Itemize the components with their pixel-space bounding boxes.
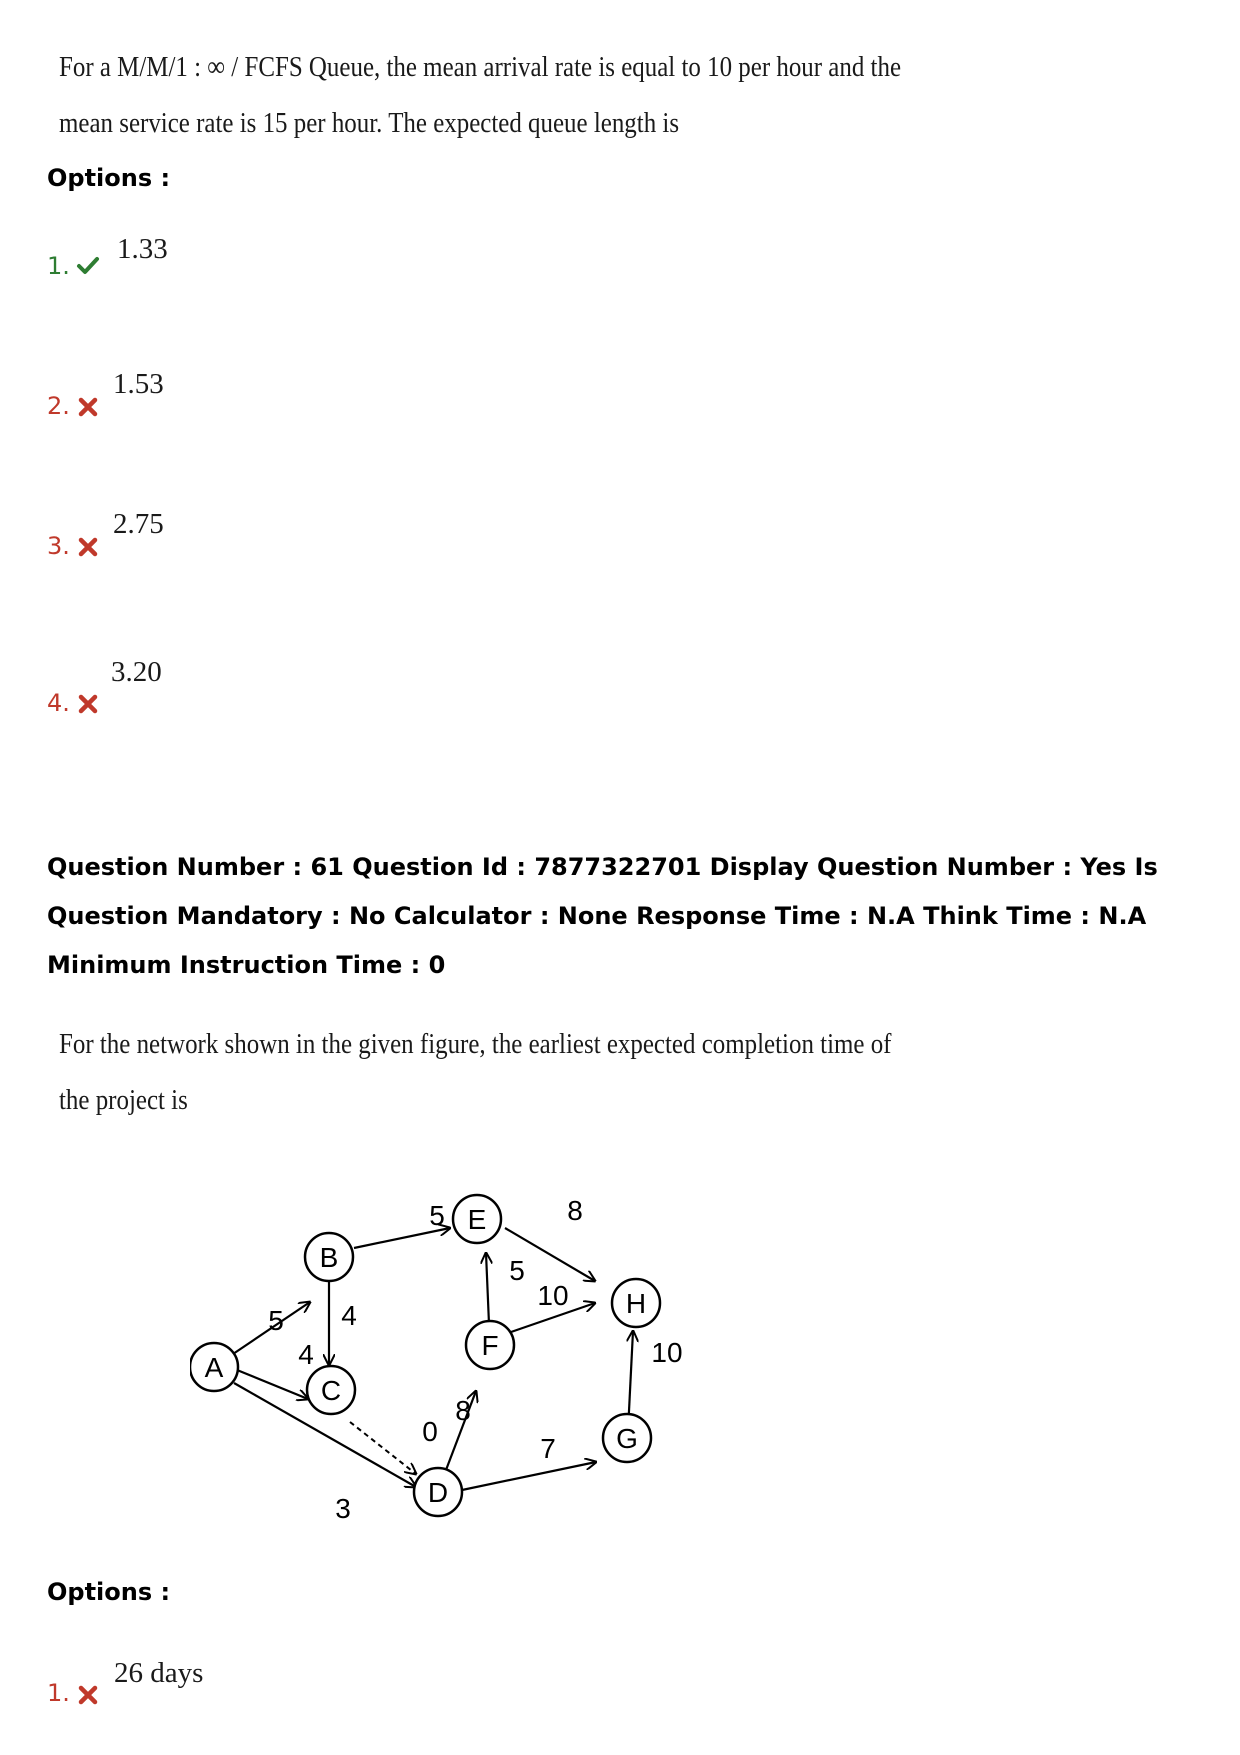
question-meta: Question Number : 61 Question Id : 7877322701 Display Question Number : Yes Is Question Mandatory : No Calculator : None Response Time : N.A Think Time : N.A Minimum Instruction Time : 0 <box>47 853 1158 979</box>
edge-weight-e-h: 8 <box>567 1195 583 1226</box>
edge-weight-b-c: 4 <box>341 1300 357 1331</box>
cross-icon <box>76 692 100 716</box>
option-value: 3.20 <box>111 656 162 688</box>
node-label: B <box>319 1242 339 1273</box>
cross-icon <box>76 535 100 559</box>
node-h <box>612 1279 660 1327</box>
node-b <box>305 1233 353 1281</box>
edge-weight-a-d: 3 <box>335 1493 351 1524</box>
node-label: D <box>427 1477 449 1508</box>
cross-icon <box>76 395 100 419</box>
node-d <box>414 1468 462 1516</box>
node-label: E <box>467 1204 487 1235</box>
edge-weight-d-g: 7 <box>540 1433 556 1464</box>
edge-weight-d-f: 8 <box>455 1395 471 1426</box>
question-text-line: For the network shown in the given figure, the earliest expected completion time of <box>59 1028 892 1060</box>
edge-b-e <box>354 1228 450 1248</box>
question-text-line: mean service rate is 15 per hour. The expected queue length is <box>59 107 680 139</box>
node-label: G <box>616 1423 638 1454</box>
edge-weight-g-h: 10 <box>651 1337 683 1368</box>
option-value: 1.53 <box>113 368 164 400</box>
options-heading: Options : <box>47 164 171 192</box>
option-value: 1.33 <box>117 233 168 265</box>
question-text-line: For a M/M/1 : ∞ / FCFS Queue, the mean arrival rate is equal to 10 per hour and the <box>59 51 902 83</box>
edge-weight-a-b: 5 <box>268 1305 284 1336</box>
edge-c-d-dummy <box>350 1422 416 1474</box>
edge-a-c <box>237 1370 308 1399</box>
option-number: 2. <box>47 392 70 420</box>
cross-icon <box>76 1683 100 1707</box>
node-label: F <box>481 1330 499 1361</box>
node-e <box>453 1195 501 1243</box>
edge-weight-f-e: 5 <box>509 1255 525 1286</box>
edge-weight-c-d: 0 <box>422 1416 438 1447</box>
option-number: 3. <box>47 532 70 560</box>
node-a <box>190 1343 238 1391</box>
option-number: 4. <box>47 689 70 717</box>
node-label: H <box>625 1288 647 1319</box>
node-g <box>603 1414 651 1462</box>
option-number: 1. <box>47 252 70 280</box>
question-text-line: the project is <box>59 1084 188 1116</box>
node-c <box>307 1366 355 1414</box>
edge-d-g <box>462 1462 596 1490</box>
option-value: 2.75 <box>113 508 164 540</box>
edge-f-e <box>486 1253 489 1324</box>
edge-weight-f-h: 10 <box>537 1280 569 1311</box>
edge-weight-b-e: 5 <box>429 1200 445 1231</box>
check-icon <box>76 253 100 277</box>
node-label: C <box>320 1375 342 1406</box>
option-value: 26 days <box>114 1657 204 1689</box>
edge-weight-a-c: 4 <box>298 1339 314 1370</box>
project-network-diagram <box>190 1140 770 1550</box>
node-label: A <box>204 1352 224 1383</box>
options-heading: Options : <box>47 1578 171 1606</box>
node-f <box>466 1321 514 1369</box>
option-number: 1. <box>47 1679 70 1707</box>
